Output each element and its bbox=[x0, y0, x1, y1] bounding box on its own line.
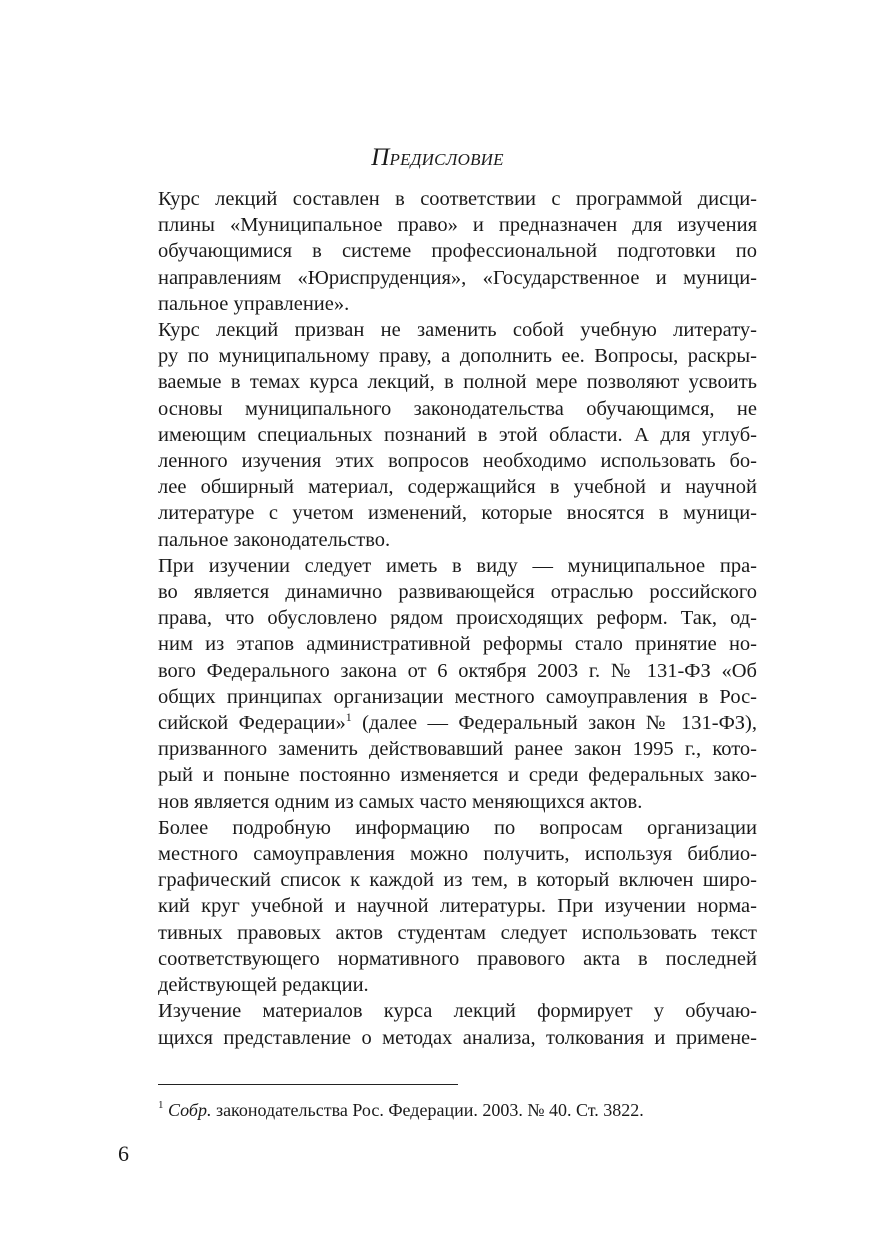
text-line: лее обширный материал, содержащийся в учебной и научной bbox=[158, 476, 757, 499]
text-line: обучающимися в системе профессиональной подготовки по bbox=[158, 240, 757, 263]
footnote bbox=[158, 1098, 644, 1122]
text-line: рый и поныне постоянно изменяется и среди федеральных зако- bbox=[158, 764, 757, 787]
paragraph-1 bbox=[118, 186, 757, 317]
footnote-anchor-text: сийской Федерации» bbox=[158, 712, 346, 735]
text-line: ним из этапов административной реформы стало принятие но- bbox=[158, 633, 757, 656]
footnote-divider bbox=[158, 1084, 458, 1085]
paragraph-2 bbox=[118, 317, 757, 553]
footnote-marker: 1 bbox=[345, 710, 352, 725]
text-line: щихся представление о методах анализа, толкования и примене- bbox=[158, 1026, 757, 1049]
text-line: действующей редакции. bbox=[158, 974, 369, 997]
text-line: тивных правовых актов студентам следует использовать текст bbox=[158, 921, 757, 944]
text-line: ваемые в темах курса лекций, в полной мере позволяют усвоить bbox=[158, 371, 757, 394]
text-line: литературе с учетом изменений, которые вносятся в муници- bbox=[158, 502, 757, 525]
text-line: Курс лекций составлен в соответствии с программой дисци- bbox=[158, 188, 757, 210]
text-line: направлениям «Юриспруденция», «Государственное и муници- bbox=[158, 266, 757, 289]
text-line: соответствующего нормативного правового акта в последней bbox=[158, 947, 757, 970]
paragraph-3 bbox=[118, 553, 757, 815]
text-line: во является динамично развивающейся отраслью российского bbox=[158, 581, 757, 604]
footnote-number: 1 bbox=[158, 1099, 164, 1111]
text-line: графический список к каждой из тем, в который включен широ- bbox=[158, 869, 757, 892]
text-line: имеющим специальных познаний в этой области. А для углуб- bbox=[158, 423, 757, 446]
text-line: общих принципах организации местного самоуправления в Рос- bbox=[158, 685, 757, 708]
text-line: пальное управление». bbox=[158, 292, 350, 315]
text-line: нов является одним из самых часто меняющихся актов. bbox=[158, 790, 643, 813]
text-line: ленного изучения этих вопросов необходимо использовать бо- bbox=[158, 450, 757, 473]
text-line: призванного заменить действовавший ранее закон 1995 г., кото- bbox=[158, 738, 757, 761]
text-line: пальное законодательство. bbox=[158, 528, 391, 551]
text-line: Курс лекций призван не заменить собой учебную литерату- bbox=[158, 319, 757, 342]
text-line: кий круг учебной и научной литературы. При изучении норма- bbox=[158, 895, 757, 918]
footnote-text: законодательства Рос. Федерации. 2003. № 40. Ст. 3822. bbox=[211, 1100, 644, 1120]
text-line: ру по муниципальному праву, а дополнить ее. Вопросы, раскры- bbox=[158, 345, 757, 368]
title-rest: редисловие bbox=[389, 145, 504, 171]
paragraph-4 bbox=[118, 815, 757, 998]
text-line: права, что обусловлено рядом происходящих реформ. Так, од- bbox=[158, 607, 757, 630]
text-line: Более подробную информацию по вопросам организации bbox=[158, 816, 757, 839]
text-line-with-footnote bbox=[118, 710, 757, 736]
footnote-after-text: (далее — Федеральный закон № 131-ФЗ), bbox=[351, 712, 758, 735]
text-line: Изучение материалов курса лекций формирует у обучаю- bbox=[158, 1000, 757, 1023]
footnote-source-italic: Собр. bbox=[168, 1100, 212, 1120]
page-title bbox=[0, 143, 875, 173]
title-initial: П bbox=[371, 144, 390, 171]
text-line: При изучении следует иметь в виду — муниципальное пра- bbox=[158, 554, 757, 577]
text-line: местного самоуправления можно получить, используя библио- bbox=[158, 843, 757, 866]
page-number: 6 bbox=[118, 1141, 129, 1166]
text-line: вого Федерального закона от 6 октября 2003 г. № 131-ФЗ «Об bbox=[158, 659, 757, 682]
body-text bbox=[118, 186, 757, 1051]
paragraph-5 bbox=[118, 998, 757, 1050]
text-line: плины «Муниципальное право» и предназначен для изучения bbox=[158, 214, 757, 237]
text-line: основы муниципального законодательства обучающимся, не bbox=[158, 397, 757, 420]
